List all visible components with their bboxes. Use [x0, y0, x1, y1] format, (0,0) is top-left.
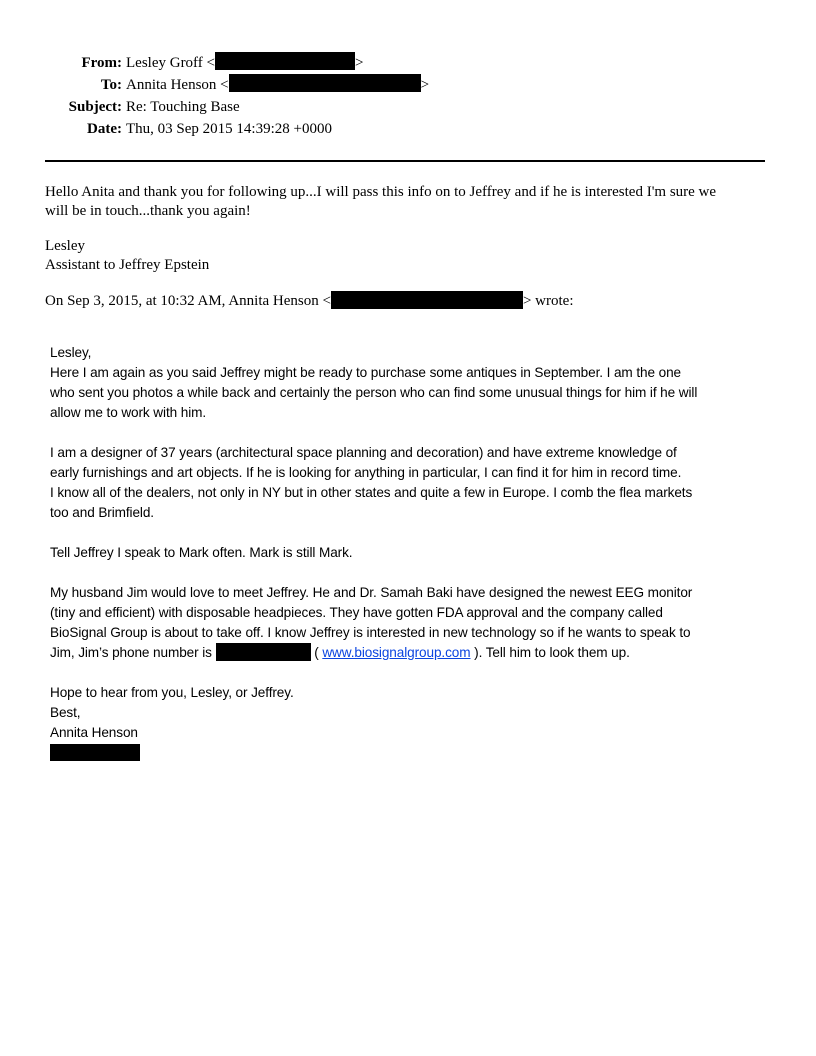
bracket: > — [420, 77, 430, 93]
redacted-email — [215, 52, 355, 70]
paragraph-line: My husband Jim would love to meet Jeffrey. He and Dr. Samah Baki have designed the newest EEG monitor — [50, 585, 693, 600]
paragraph-line — [50, 643, 697, 663]
closing-best: Best, — [50, 705, 81, 720]
redacted-block — [50, 744, 140, 761]
paragraph-line: I am a designer of 37 years (architectural space planning and decoration) and have extreme knowledge of — [50, 445, 677, 460]
paragraph-line: Tell Jeffrey I speak to Mark often. Mark is still Mark. — [50, 545, 353, 560]
paragraph-line: BioSignal Group is about to take off. I know Jeffrey is interested in new technology so if he wants to speak to — [50, 625, 691, 640]
quoted-message — [50, 343, 697, 763]
paragraph-line: allow me to work with him. — [50, 405, 207, 420]
quote-intro-text: On Sep 3, 2015, at 10:32 AM, Annita Henson < — [45, 293, 331, 309]
date-row — [45, 118, 429, 140]
to-value: Annita Henson < — [126, 77, 229, 93]
paragraph-line: too and Brimfield. — [50, 505, 154, 520]
reply-body — [45, 183, 716, 221]
phone-text: Jim, Jim’s phone number is — [50, 645, 216, 660]
redacted-email — [331, 291, 523, 309]
paragraph-tail: ). Tell him to look them up. — [470, 645, 630, 660]
greeting: Lesley, — [50, 345, 92, 360]
quote-intro — [45, 291, 573, 311]
from-row — [45, 52, 429, 74]
to-row — [45, 74, 429, 96]
subject-row — [45, 96, 429, 118]
paragraph-line: I know all of the dealers, not only in NY but in other states and quite a few in Europe. I comb the flea markets — [50, 485, 693, 500]
to-label: To: — [100, 77, 122, 93]
reply-line: Hello Anita and thank you for following up...I will pass this info on to Jeffrey and if he is interested I'm sure we — [45, 184, 717, 200]
bracket: > — [355, 55, 364, 71]
paren: ( — [310, 645, 323, 660]
date-value: Thu, 03 Sep 2015 14:39:28 +0000 — [126, 121, 332, 137]
date-label: Date: — [87, 121, 122, 137]
paragraph-line: Here I am again as you said Jeffrey might be ready to purchase some antiques in September. I am the one — [50, 365, 681, 380]
subject-value: Re: Touching Base — [126, 99, 240, 115]
redacted-contact — [50, 743, 697, 763]
redacted-email — [229, 74, 421, 92]
signature-title: Assistant to Jeffrey Epstein — [45, 257, 210, 273]
paragraph-line: early furnishings and art objects. If he is looking for anything in particular, I can find it for him in record time. — [50, 465, 682, 480]
closing-line: Hope to hear from you, Lesley, or Jeffrey. — [50, 685, 294, 700]
header-divider — [45, 160, 765, 162]
quote-intro-suffix: > wrote: — [522, 293, 574, 309]
redacted-phone — [216, 643, 311, 661]
paragraph-line: who sent you photos a while back and certainly the person who can find some unusual things for him if he will — [50, 385, 698, 400]
subject-label: Subject: — [68, 99, 122, 115]
reply-line: will be in touch...thank you again! — [45, 203, 251, 219]
paragraph-line: (tiny and efficient) with disposable headpieces. They have gotten FDA approval and the company called — [50, 605, 663, 620]
signature-name: Lesley — [45, 238, 85, 254]
email-header — [45, 52, 429, 140]
reply-signature — [45, 237, 209, 275]
sender-name: Annita Henson — [50, 725, 138, 740]
from-label: From: — [81, 55, 122, 71]
website-link[interactable]: www.biosignalgroup.com — [322, 645, 471, 660]
from-value: Lesley Groff < — [126, 55, 215, 71]
